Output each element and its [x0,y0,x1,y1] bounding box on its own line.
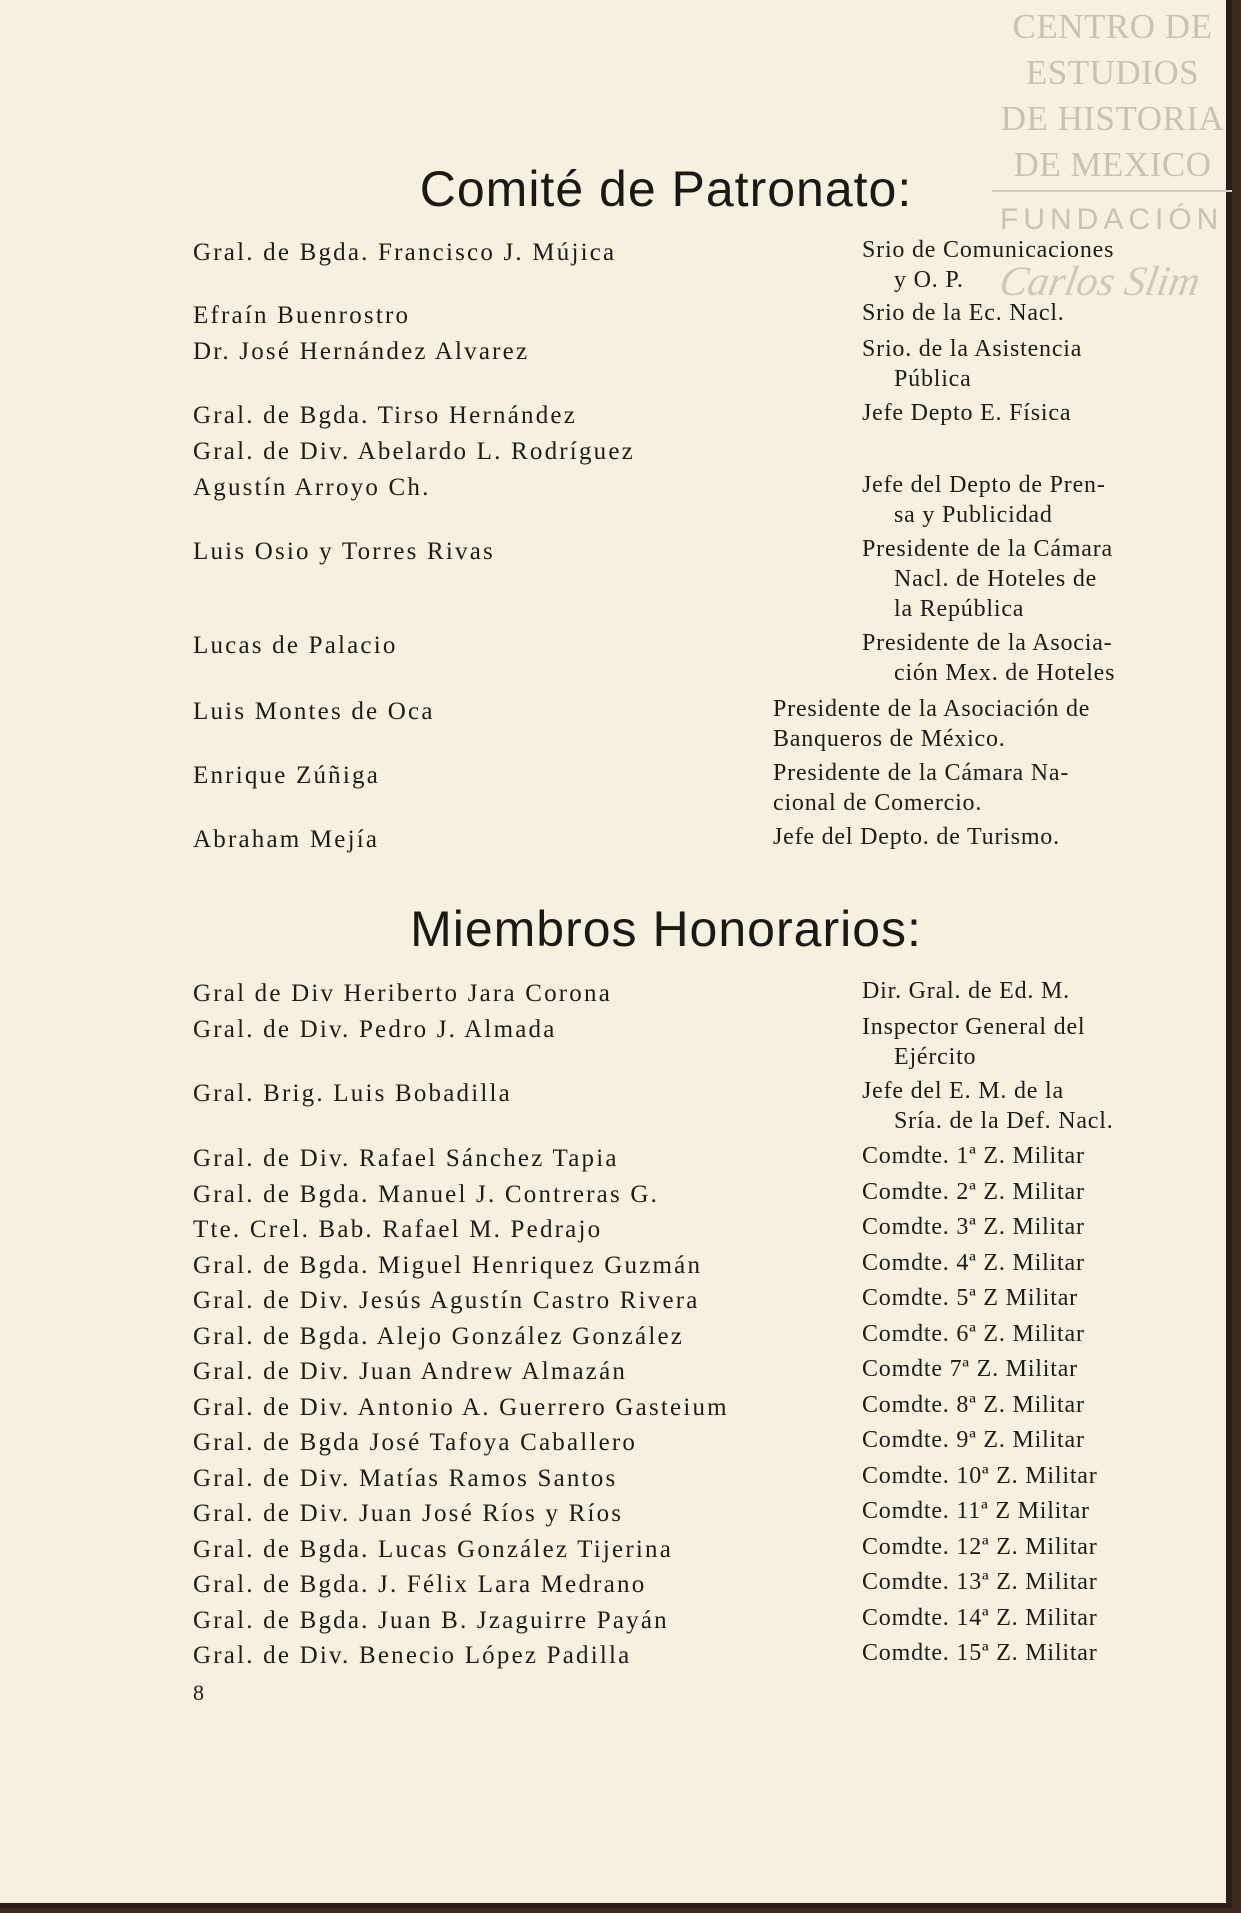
member-title-line: Banqueros de México. [773,726,1006,752]
member-title [862,1248,1146,1278]
member-title [862,1638,1146,1668]
member-title-line: Comdte. 9ª Z. Militar [862,1427,1085,1453]
member-title [862,1496,1146,1526]
member-title-line: Comdte 7ª Z. Militar [862,1356,1078,1382]
member-title [862,1283,1146,1313]
member-name: Enrique Zúñiga [193,762,381,789]
member-title [862,470,1146,530]
watermark-line: CENTRO DE [1012,7,1213,46]
member-title-line: Nacl. de Hoteles de [894,566,1098,592]
member-title-line: Srio de la Ec. Nacl. [862,300,1065,326]
member-name: Gral. de Div. Matías Ramos Santos [193,1464,618,1492]
member-name: Gral. de Div. Rafael Sánchez Tapia [193,1145,619,1172]
member-title [862,976,1146,1006]
watermark-line: DE HISTORIA [1000,99,1225,138]
member-title [862,1076,1146,1136]
member-title-line: Pública [894,366,972,392]
member-name: Efraín Buenrostro [193,302,411,329]
member-title [862,1390,1146,1420]
member-title-line: Comdte. 10ª Z. Militar [862,1462,1098,1489]
member-name: Tte. Crel. Bab. Rafael M. Pedrajo [193,1216,603,1243]
member-title-line: Jefe del E. M. de la [862,1078,1064,1104]
member-name: Gral. de Div. Benecio López Padilla [193,1642,632,1669]
member-title [862,1141,1146,1171]
member-title [862,1425,1146,1455]
member-title [862,1354,1146,1384]
member-name: Gral. de Bgda. Alejo González González [193,1322,685,1350]
member-name: Gral. de Bgda. Tirso Hernández [193,402,577,429]
watermark-foundation: FUNDACIÓN [1000,203,1224,236]
member-title [862,534,1146,624]
member-name: Gral. de Bgda. Miguel Henriquez Guzmán [193,1251,703,1279]
member-name: Lucas de Palacio [193,632,398,659]
member-title [862,298,1146,328]
member-title [862,1319,1146,1349]
member-name: Gral. de Div. Antonio A. Guerrero Gasteium [193,1393,729,1421]
member-title-line: Comdte. 5ª Z Militar [862,1285,1078,1311]
member-title [862,1567,1146,1597]
member-title-line: Comdte. 6ª Z. Militar [862,1320,1085,1347]
member-title-line: Comdte. 15ª Z. Militar [862,1640,1098,1666]
member-title [862,1012,1146,1072]
member-title-line: Comdte. 1ª Z. Militar [862,1143,1085,1169]
page-number: 8 [193,1680,204,1705]
member-name: Gral. de Div. Juan José Ríos y Ríos [193,1500,624,1527]
member-title-line: Dir. Gral. de Ed. M. [862,978,1070,1004]
member-name: Gral. de Div. Jesús Agustín Castro Rivera [193,1287,700,1314]
member-name: Abraham Mejía [193,826,380,853]
watermark-line: DE MEXICO [1013,145,1212,184]
member-title-line: Comdte. 4ª Z. Militar [862,1249,1085,1276]
member-name: Gral. Brig. Luis Bobadilla [193,1080,512,1107]
member-title-line: Jefe Depto E. Física [862,400,1072,426]
member-name: Gral. de Div. Pedro J. Almada [193,1016,557,1043]
member-name: Gral. de Bgda. Lucas González Tijerina [193,1535,674,1563]
member-name: Luis Osio y Torres Rivas [193,538,495,565]
member-title-line: Inspector General del [862,1014,1086,1040]
member-title [862,1603,1146,1633]
member-name: Gral. de Bgda. J. Félix Lara Medrano [193,1571,647,1598]
member-title-line: Sría. de la Def. Nacl. [894,1108,1114,1134]
member-title-line: sa y Publicidad [894,502,1053,528]
member-title [862,1461,1146,1491]
member-title-line: Comdte. 14ª Z. Militar [862,1604,1098,1631]
member-title-line: Comdte. 8ª Z. Militar [862,1391,1085,1418]
member-title [862,1177,1146,1207]
member-title [862,235,1146,295]
member-name: Gral. de Bgda. Francisco J. Mújica [193,239,617,266]
member-title-line: Ejército [894,1044,977,1070]
member-title [773,758,1146,818]
member-name: Gral. de Bgda. Manuel J. Contreras G. [193,1180,660,1208]
member-title-line: Jefe del Depto de Pren- [862,472,1106,498]
member-title [862,1212,1146,1242]
member-title [862,1532,1146,1562]
member-title-line: Presidente de la Asocia- [862,630,1113,656]
watermark-signature: Carlos Slim [995,259,1204,305]
member-name: Luis Montes de Oca [193,698,435,725]
member-name: Gral. de Div. Juan Andrew Almazán [193,1358,628,1385]
member-name: Gral. de Bgda José Tafoya Caballero [193,1429,638,1456]
member-title-line: y O. P. [894,267,964,293]
member-name: Gral. de Bgda. Juan B. Jzaguirre Payán [193,1606,669,1634]
member-title [862,334,1146,394]
patronato-heading: Comité de Patronato: [419,161,913,217]
member-title-line: Jefe del Depto. de Turismo. [773,824,1060,850]
member-title-line: Comdte. 2ª Z. Militar [862,1178,1085,1205]
member-name: Gral. de Div. Abelardo L. Rodríguez [193,438,635,465]
honorarios-heading: Miembros Honorarios: [410,901,922,957]
member-name: Gral de Div Heriberto Jara Corona [193,980,612,1007]
member-title-line: Comdte. 3ª Z. Militar [862,1214,1085,1240]
member-title-line: ción Mex. de Hoteles [894,660,1116,686]
member-title [773,694,1146,754]
member-title [862,398,1146,428]
member-title [773,822,1146,852]
member-title [862,628,1146,688]
member-name: Agustín Arroyo Ch. [193,474,431,501]
member-title-line: cional de Comercio. [773,790,983,816]
member-title-line: Presidente de la Asociación de [773,696,1091,722]
member-name: Dr. José Hernández Alvarez [193,338,530,365]
watermark-line: ESTUDIOS [1025,53,1200,92]
member-title-line: Comdte. 13ª Z. Militar [862,1569,1098,1595]
member-title-line: Presidente de la Cámara Na- [773,760,1070,786]
member-title-line: Srio. de la Asistencia [862,336,1083,362]
member-title-line: la República [894,596,1025,622]
member-title-line: Presidente de la Cámara [862,536,1113,562]
member-title-line: Comdte. 12ª Z. Militar [862,1533,1098,1560]
member-title-line: Comdte. 11ª Z Militar [862,1498,1090,1524]
member-title-line: Srio de Comunicaciones [862,237,1115,263]
